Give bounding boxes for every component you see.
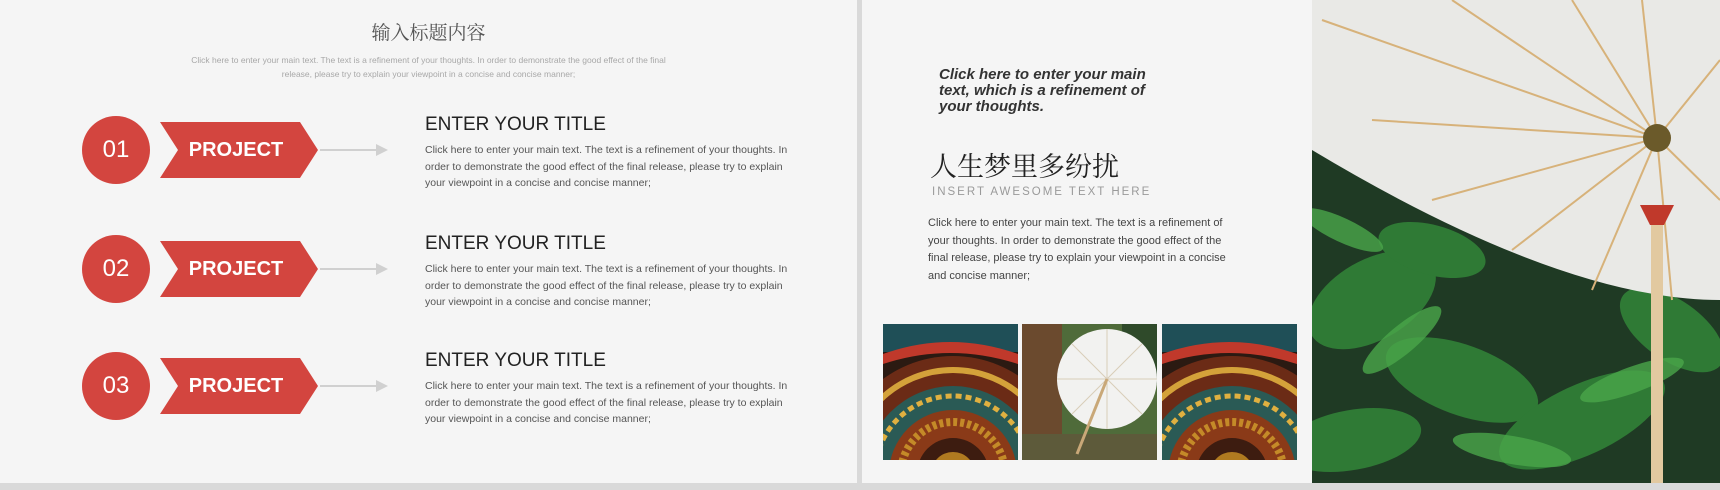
slide-subtitle: Click here to enter your main text. The text is a refinement of your thoughts. In order to demonstrate the good effect of the final release, please try to explain your viewpoint in a concise and concise manner;: [191, 55, 666, 79]
project-tag-label: PROJECT: [188, 258, 284, 280]
project-tag-label: PROJECT: [188, 375, 284, 397]
project-item: [0, 352, 857, 432]
arrow-right-icon: [320, 144, 388, 156]
section-subheading: INSERT AWESOME TEXT HERE: [932, 186, 1152, 198]
item-number-badge: 02: [82, 235, 150, 303]
item-number-badge: 01: [82, 116, 150, 184]
temple-ceiling-photo: [1162, 324, 1297, 460]
project-tag: [160, 122, 318, 178]
arrow-right-icon: [320, 263, 388, 275]
item-title: ENTER YOUR TITLE: [425, 114, 606, 135]
project-item: [0, 116, 857, 196]
white-umbrella-forest-photo: [1022, 324, 1157, 460]
slide-title: 输入标题内容: [371, 22, 486, 44]
item-title: ENTER YOUR TITLE: [425, 350, 606, 371]
project-item: [0, 235, 857, 315]
item-body: Click here to enter your main text. The text is a refinement of your thoughts. In order to demonstrate the good effect of the final release, please try to explain your viewpoint in a concise and concise manner;: [425, 380, 788, 425]
section-paragraph: Click here to enter your main text. The text is a refinement of your thoughts. In order to demonstrate the good effect of the final release, please try to explain your viewpoint in a concise and concise manner;: [928, 217, 1226, 282]
item-body: Click here to enter your main text. The text is a refinement of your thoughts. In order to demonstrate the good effect of the final release, please try to explain your viewpoint in a concise and concise manner;: [425, 263, 788, 308]
project-tag-label: PROJECT: [188, 139, 284, 161]
intro-quote: Click here to enter your main text, which is a refinement of your thoughts.: [939, 66, 1146, 115]
item-number-badge: 03: [82, 352, 150, 420]
item-body: Click here to enter your main text. The text is a refinement of your thoughts. In order to demonstrate the good effect of the final release, please try to explain your viewpoint in a concise and concise manner;: [425, 144, 788, 189]
project-tag: [160, 241, 318, 297]
project-tag: [160, 358, 318, 414]
arrow-right-icon: [320, 380, 388, 392]
section-heading: 人生梦里多纷扰: [930, 152, 1119, 183]
item-title: ENTER YOUR TITLE: [425, 233, 606, 254]
slide-right: [862, 0, 1720, 483]
slide-left: [0, 0, 857, 483]
temple-ceiling-photo: [883, 324, 1018, 460]
paper-umbrella-ferns-photo: [1312, 0, 1720, 483]
